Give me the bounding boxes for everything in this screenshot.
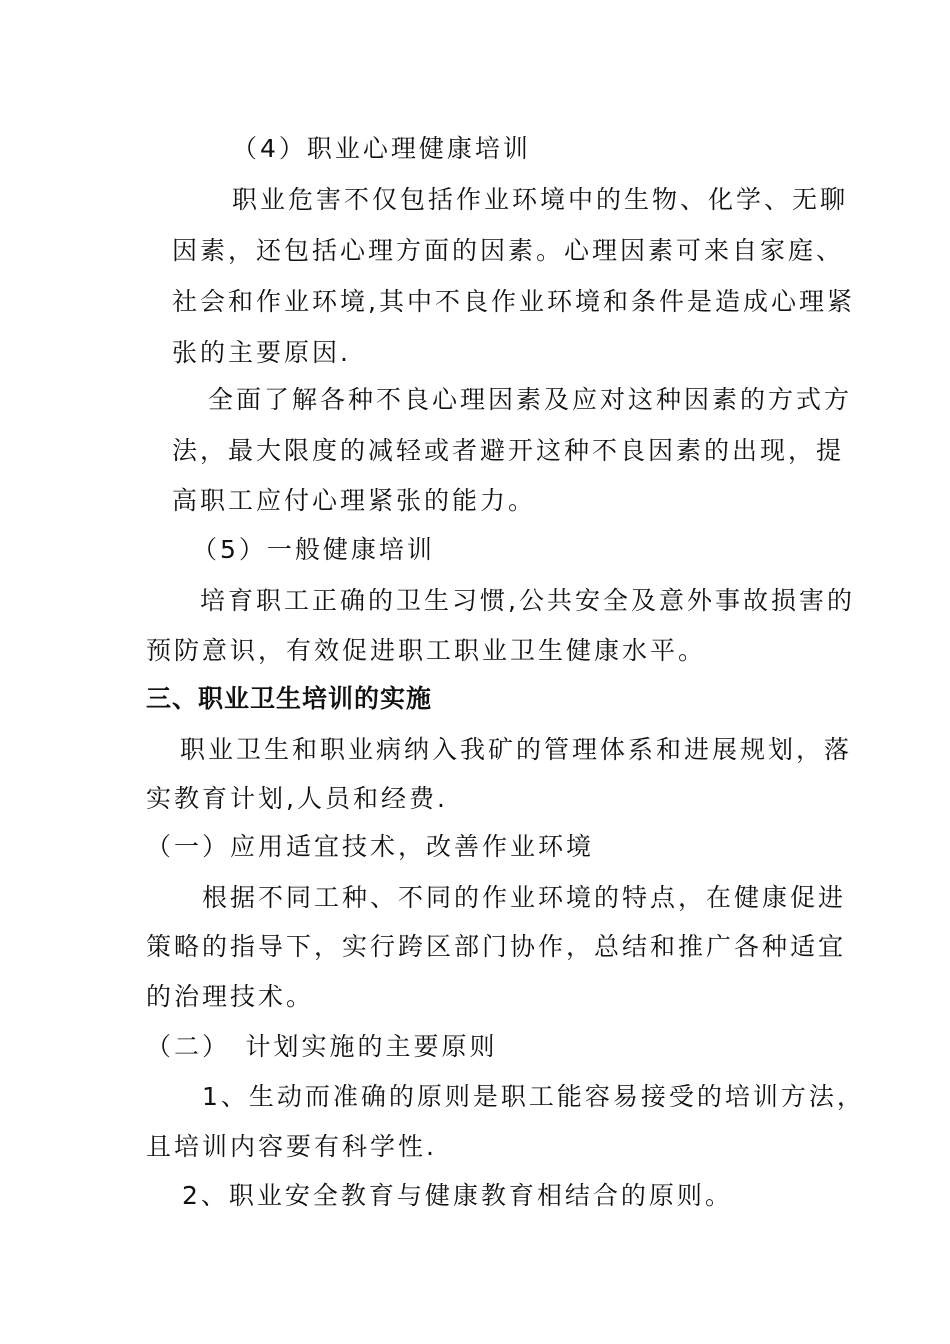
section-4-para-2-line-2: 法，最大限度的减轻或者避开这种不良因素的出现，提 — [172, 436, 845, 465]
subsection-2-item-1-line-2: 且培训内容要有科学性. — [146, 1132, 437, 1161]
subsection-1-para-line-1: 根据不同工种、不同的作业环境的特点，在健康促进 — [202, 883, 847, 912]
section-5-heading: （5）一般健康培训 — [192, 535, 435, 564]
section-4-para-1-line-2: 因素，还包括心理方面的因素。心理因素可来自家庭、 — [172, 236, 845, 265]
section-4-para-1-line-3: 社会和作业环境,其中不良作业环境和条件是造成心理紧 — [172, 287, 855, 316]
subsection-1-para-line-2: 策略的指导下，实行跨区部门协作，总结和推广各种适宜 — [146, 932, 847, 961]
part-3-intro-line-2: 实教育计划,人员和经费. — [146, 784, 448, 813]
subsection-2-item-1-line-1: 1、生动而准确的原则是职工能容易接受的培训方法， — [202, 1082, 865, 1111]
section-5-para-line-2: 预防意识，有效促进职工职业卫生健康水平。 — [146, 636, 707, 665]
section-4-para-2-line-1: 全面了解各种不良心理因素及应对这种因素的方式方 — [208, 385, 853, 414]
section-4-para-1-line-4: 张的主要原因. — [172, 338, 351, 367]
subsection-1-para-line-3: 的治理技术。 — [146, 982, 315, 1011]
section-4-para-2-line-3: 高职工应付心理紧张的能力。 — [172, 486, 537, 515]
subsection-1-heading: （一）应用适宜技术，改善作业环境 — [146, 832, 595, 861]
section-4-heading: （4）职业心理健康培训 — [232, 134, 531, 163]
subsection-2-heading: （二） 计划实施的主要原则 — [146, 1032, 498, 1061]
subsection-2-item-2: 2、职业安全教育与健康教育相结合的原则。 — [182, 1181, 733, 1210]
section-4-para-1-line-1: 职业危害不仅包括作业环境中的生物、化学、无聊 — [232, 185, 849, 214]
part-3-intro-line-1: 职业卫生和职业病纳入我矿的管理体系和进展规划，落 — [180, 735, 853, 764]
section-5-para-line-1: 培育职工正确的卫生习惯,公共安全及意外事故损害的 — [200, 586, 855, 615]
part-3-heading: 三、职业卫生培训的实施 — [146, 684, 433, 713]
